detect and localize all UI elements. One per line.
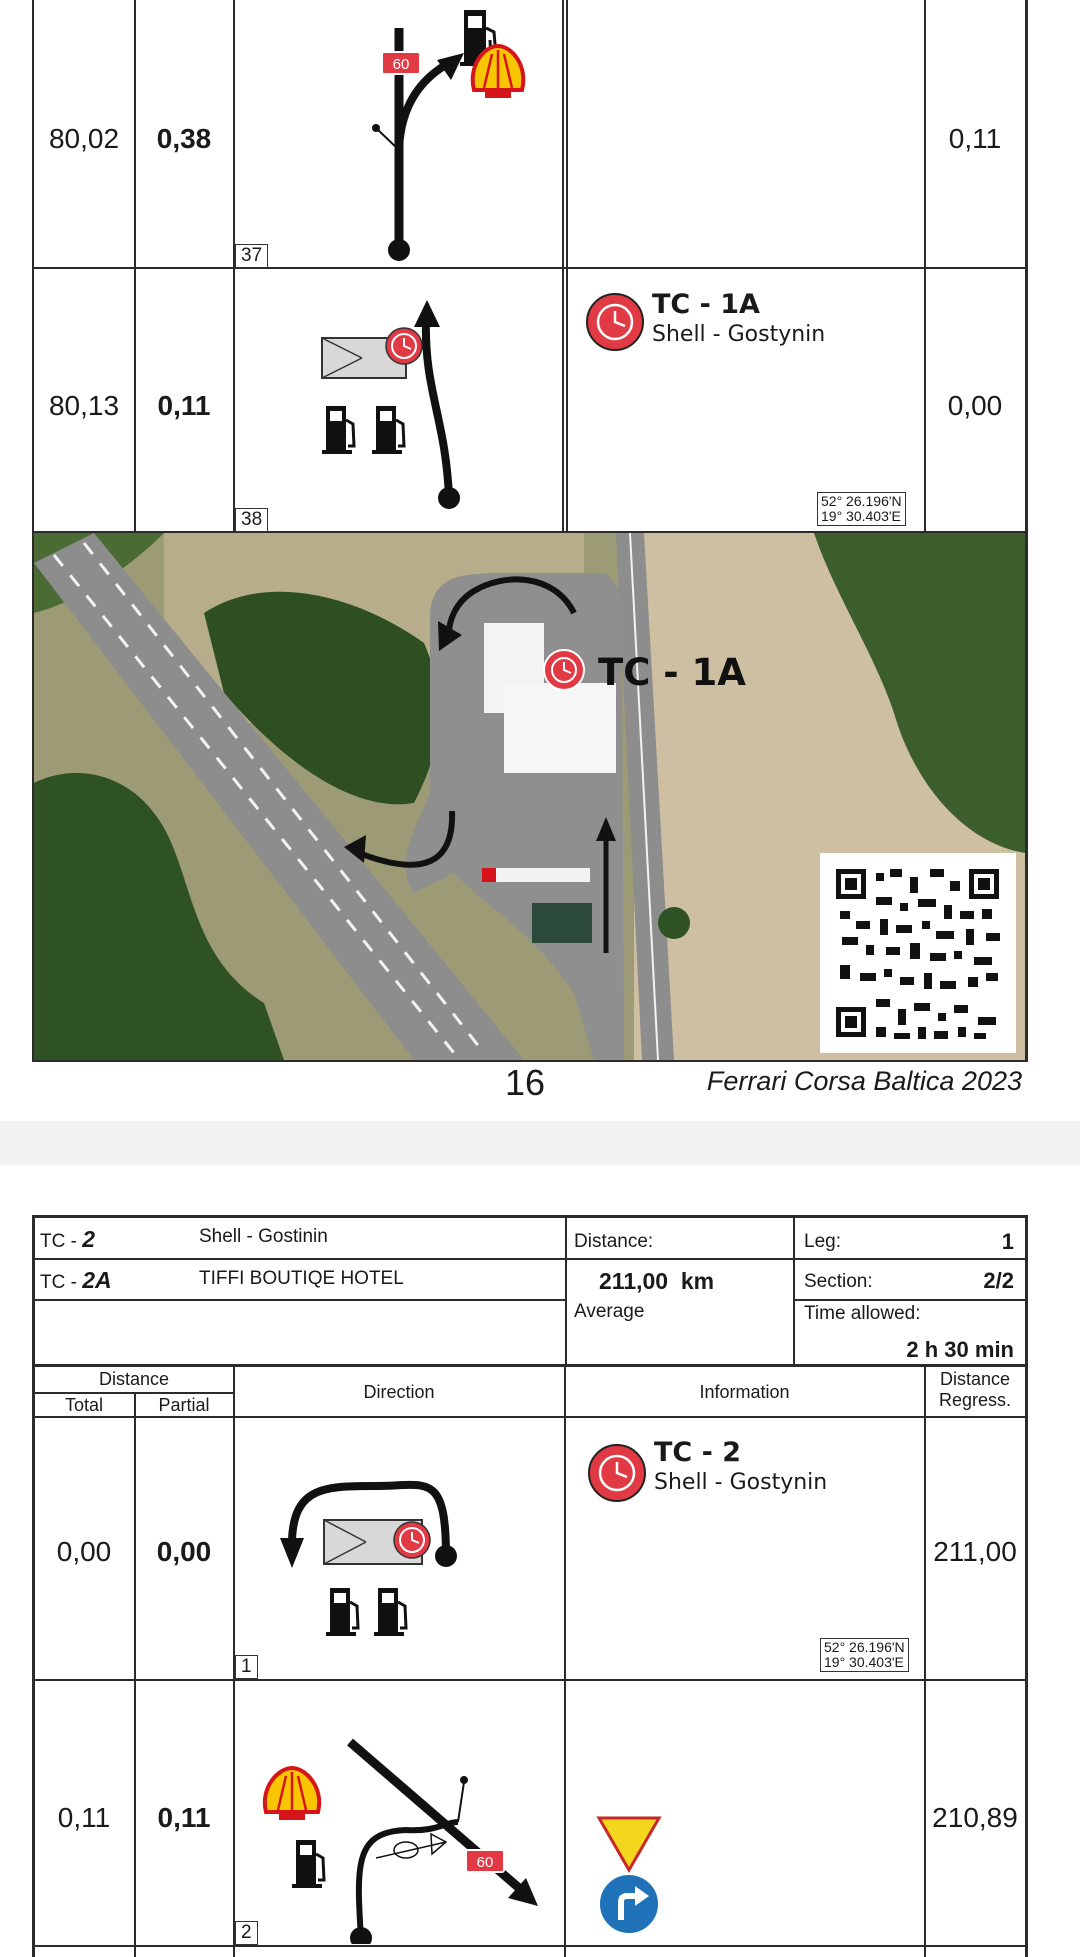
time-allowed-value: 2 h 30 min [906, 1337, 1014, 1362]
tc-from [40, 1226, 95, 1253]
direction-diagram [236, 1420, 562, 1678]
col-information: Information [699, 1382, 790, 1402]
total-distance: 0,11 [57, 1802, 111, 1833]
tc-prefix: TC - [40, 1272, 77, 1293]
col-total: Total [64, 1395, 104, 1415]
instruction-number: 38 [235, 508, 268, 532]
direction-diagram [236, 1682, 562, 1944]
partial-distance: 0,11 [157, 1802, 211, 1833]
leg-value: 1 [1001, 1229, 1014, 1254]
tc-from-name: Shell - Gostinin [199, 1226, 328, 1247]
tc-to-number: 2A [82, 1267, 112, 1293]
tc-prefix: TC - [40, 1231, 77, 1252]
time-control-clock-icon [394, 1522, 430, 1558]
time-control-clock-icon [544, 650, 584, 690]
page-number: 16 [505, 1062, 546, 1103]
tc-to-name: TIFFI BOUTIQE HOTEL [199, 1268, 404, 1289]
time-control-title: TC - 2 [654, 1437, 742, 1468]
col-direction: Direction [363, 1382, 435, 1402]
regress-distance: 0,00 [947, 390, 1003, 421]
gps-latitude: 52° 26.196'N [821, 493, 902, 509]
speed-limit-text: 60 [476, 1854, 494, 1871]
gps-coordinates [817, 492, 906, 526]
speed-limit-text: 60 [392, 56, 410, 73]
col-regress [926, 1369, 1024, 1411]
partial-distance: 0,11 [157, 390, 211, 421]
time-control-clock-icon [386, 328, 422, 364]
fuel-pump-icon [374, 1588, 406, 1636]
time-allowed-label: Time allowed: [804, 1303, 921, 1324]
direction-diagram [236, 270, 561, 530]
shell-logo-icon [265, 1768, 319, 1820]
distance-value: 211,00 km [599, 1268, 715, 1294]
distance-label: Distance: [574, 1231, 654, 1252]
regress-distance: 211,00 [933, 1536, 1017, 1567]
gps-longitude: 19° 30.403'E [824, 1654, 904, 1670]
partial-distance: 0,38 [156, 123, 212, 154]
col-partial: Partial [158, 1395, 210, 1415]
time-control-clock-icon [587, 1443, 647, 1503]
fuel-pump-icon [372, 406, 404, 454]
col-regress-line1: Distance [939, 1369, 1011, 1389]
fuel-pump-icon [292, 1840, 324, 1888]
total-distance: 80,02 [48, 123, 120, 154]
average-label: Average [574, 1301, 645, 1322]
gps-longitude: 19° 30.403'E [821, 508, 901, 524]
col-regress-line2: Regress. [938, 1390, 1012, 1410]
tc-from-number: 2 [82, 1226, 96, 1252]
time-control-subtitle: Shell - Gostynin [654, 1470, 828, 1495]
partial-distance: 0,00 [156, 1536, 212, 1567]
time-control-subtitle: Shell - Gostynin [652, 322, 826, 347]
shell-logo-icon [473, 46, 524, 98]
instruction-number: 37 [235, 244, 268, 268]
total-distance: 0,00 [56, 1536, 112, 1567]
turn-right-sign-icon [597, 1872, 661, 1936]
col-distance: Distance [98, 1369, 170, 1389]
direction-diagram [236, 0, 561, 266]
aerial-map [34, 533, 1025, 1060]
regress-distance: 210,89 [932, 1802, 1018, 1833]
leg-label: Leg: [804, 1231, 841, 1252]
time-control-title: TC - 1A [652, 289, 760, 320]
yield-sign-icon [596, 1815, 662, 1873]
instruction-number: 2 [235, 1921, 258, 1945]
map-time-control-label: TC - 1A [598, 651, 746, 694]
tc-to [40, 1267, 112, 1294]
event-name: Ferrari Corsa Baltica 2023 [706, 1066, 1022, 1096]
gps-coordinates [820, 1638, 909, 1672]
fuel-pump-icon [326, 1588, 358, 1636]
total-distance: 80,13 [48, 390, 120, 421]
page-separator [0, 1121, 1080, 1165]
section-label: Section: [804, 1271, 873, 1292]
gps-latitude: 52° 26.196'N [824, 1639, 905, 1655]
time-control-clock-icon [585, 292, 645, 352]
tunnel-icon [376, 1834, 446, 1858]
fuel-pump-icon [322, 406, 354, 454]
section-value: 2/2 [983, 1268, 1014, 1293]
instruction-number: 1 [235, 1655, 258, 1679]
regress-distance: 0,11 [948, 123, 1002, 154]
